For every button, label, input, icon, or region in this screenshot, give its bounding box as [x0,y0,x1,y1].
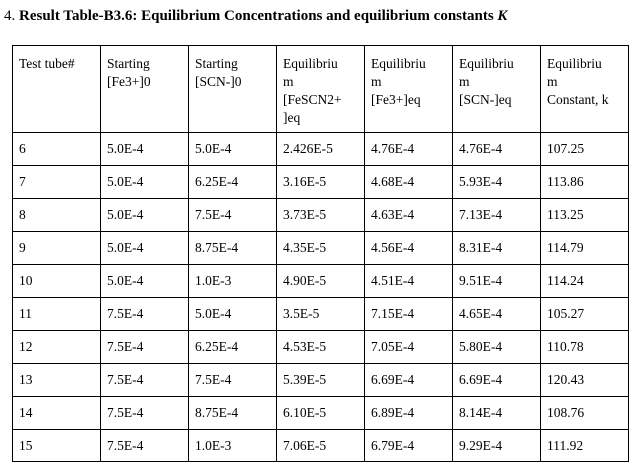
table-cell: 1.0E-3 [189,265,277,298]
column-header-line: [Fe3+]eq [371,92,421,107]
column-header-line: m [283,74,294,89]
table-cell: 3.73E-5 [277,199,365,232]
column-header-line: [SCN-]eq [459,92,512,107]
column-header-line: [SCN-]0 [195,74,242,89]
column-header-line: Equilibriu [371,56,426,71]
table-cell: 7.15E-4 [365,298,453,331]
table-cell: 6.25E-4 [189,166,277,199]
table-cell: 5.0E-4 [101,133,189,166]
table-cell: 7.06E-5 [277,430,365,462]
table-row [13,265,629,298]
table-cell: 4.51E-4 [365,265,453,298]
heading-symbol: K [497,8,508,24]
table-cell: 8.14E-4 [453,397,541,430]
table-cell: 9 [13,232,101,265]
table-cell: 9.51E-4 [453,265,541,298]
table-cell: 7.05E-4 [365,331,453,364]
column-header [541,46,629,133]
column-header-line: [FeSCN2+ [283,92,342,107]
table-cell: 5.0E-4 [189,298,277,331]
table-cell: 113.25 [541,199,629,232]
table-cell: 8.75E-4 [189,232,277,265]
table-heading [4,7,507,25]
table-cell: 7.5E-4 [101,397,189,430]
table-cell: 4.76E-4 [453,133,541,166]
table-body [13,133,629,462]
table-cell: 6.79E-4 [365,430,453,462]
table-cell: 6.69E-4 [365,364,453,397]
column-header-line: ]eq [283,110,301,125]
table-cell: 4.90E-5 [277,265,365,298]
table-cell: 4.65E-4 [453,298,541,331]
table-cell: 105.27 [541,298,629,331]
table-cell: 1.0E-3 [189,430,277,462]
table-row [13,430,629,462]
table-cell: 10 [13,265,101,298]
column-header-line: [Fe3+]0 [107,74,151,89]
column-header [101,46,189,133]
table-cell: 14 [13,397,101,430]
table-cell: 6.69E-4 [453,364,541,397]
table-row [13,232,629,265]
heading-title: Result Table-B3.6: Equilibrium Concentrations and equilibrium constants [19,8,494,24]
column-header-line: Equilibriu [283,56,338,71]
result-table [12,45,629,462]
table-cell: 7.5E-4 [101,364,189,397]
table-row [13,298,629,331]
table-cell: 113.86 [541,166,629,199]
column-header-line: m [547,74,558,89]
table-cell: 12 [13,331,101,364]
column-header-line: Equilibriu [547,56,602,71]
table-cell: 7.5E-4 [101,430,189,462]
table-cell: 9.29E-4 [453,430,541,462]
table-cell: 4.56E-4 [365,232,453,265]
table-cell: 114.24 [541,265,629,298]
table-cell: 15 [13,430,101,462]
table-cell: 7.5E-4 [189,199,277,232]
column-header-line: Constant, k [547,92,609,107]
table-cell: 7 [13,166,101,199]
table-cell: 6.25E-4 [189,331,277,364]
column-header-line: Starting [107,56,150,71]
column-header [453,46,541,133]
table-cell: 7.5E-4 [101,331,189,364]
table-row [13,199,629,232]
heading-number: 4. [4,8,16,24]
table-cell: 107.25 [541,133,629,166]
table-cell: 5.0E-4 [101,232,189,265]
table-cell: 5.39E-5 [277,364,365,397]
table-cell: 5.0E-4 [101,199,189,232]
table-cell: 120.43 [541,364,629,397]
table-cell: 8.31E-4 [453,232,541,265]
table-row [13,133,629,166]
table-cell: 5.0E-4 [101,265,189,298]
column-header-line: m [371,74,382,89]
table-cell: 6.89E-4 [365,397,453,430]
table-cell: 2.426E-5 [277,133,365,166]
table-cell: 8 [13,199,101,232]
table-cell: 6 [13,133,101,166]
table-row [13,331,629,364]
table-cell: 5.0E-4 [101,166,189,199]
table-row [13,166,629,199]
table-cell: 11 [13,298,101,331]
table-cell: 4.35E-5 [277,232,365,265]
column-header [13,46,101,133]
table-cell: 5.0E-4 [189,133,277,166]
column-header-line: Equilibriu [459,56,514,71]
table-row [13,397,629,430]
table-cell: 4.68E-4 [365,166,453,199]
table-cell: 3.16E-5 [277,166,365,199]
table-cell: 3.5E-5 [277,298,365,331]
column-header [277,46,365,133]
header-row [13,46,629,133]
column-header [365,46,453,133]
table-row [13,364,629,397]
table-cell: 13 [13,364,101,397]
table-cell: 4.53E-5 [277,331,365,364]
table-cell: 111.92 [541,430,629,462]
table-cell: 110.78 [541,331,629,364]
table-cell: 8.75E-4 [189,397,277,430]
table-cell: 114.79 [541,232,629,265]
table-cell: 108.76 [541,397,629,430]
table-cell: 4.76E-4 [365,133,453,166]
table-cell: 5.80E-4 [453,331,541,364]
table-cell: 4.63E-4 [365,199,453,232]
column-header-line: Test tube# [19,56,75,71]
column-header-line: m [459,74,470,89]
table-cell: 7.5E-4 [101,298,189,331]
table-cell: 5.93E-4 [453,166,541,199]
table-cell: 6.10E-5 [277,397,365,430]
table-cell: 7.5E-4 [189,364,277,397]
column-header-line: Starting [195,56,238,71]
column-header [189,46,277,133]
table-cell: 7.13E-4 [453,199,541,232]
